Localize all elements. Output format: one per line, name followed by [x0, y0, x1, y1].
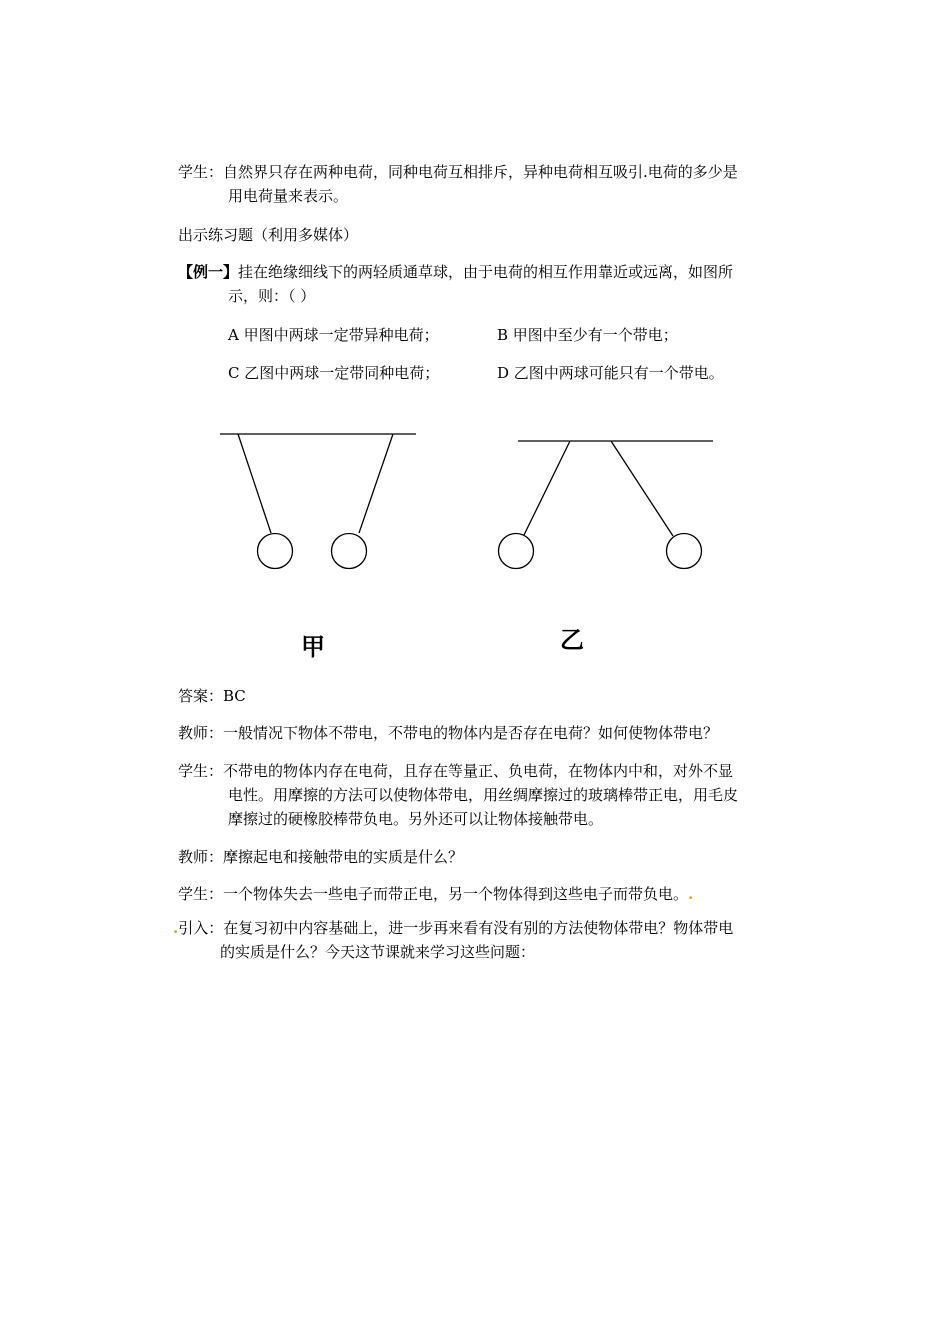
teacher-question-2 — [178, 845, 808, 869]
teacher-question-1 — [178, 721, 808, 745]
answer-line — [178, 684, 808, 708]
thread — [524, 441, 570, 535]
text-line: 学生：不带电的物体内存在电荷，且存在等量正、负电荷，在物体内中和，对外不显 — [178, 762, 734, 780]
example-text: 挂在绝缘细线下的两轻质通草球，由于电荷的相互作用靠近或远离，如图所 — [238, 263, 734, 281]
option-a: A 甲图中两球一定带异种电荷； — [228, 326, 439, 344]
figure-label-yi: 乙 — [560, 626, 584, 654]
text-line: 教师：摩擦起电和接触带电的实质是什么？ — [178, 848, 464, 866]
marker-dot: . — [173, 919, 179, 937]
pith-ball — [332, 534, 367, 569]
text-line: 用电荷量来表示。 — [228, 187, 349, 205]
intro-text: 引入：在复习初中内容基础上，进一步再来看有没有别的方法使物体带电？物体带电 — [178, 919, 734, 937]
pith-ball — [258, 534, 293, 569]
marker-dot: . — [688, 885, 694, 903]
text-line — [178, 882, 808, 906]
option-d: D 乙图中两球可能只有一个带电。 — [497, 364, 724, 382]
text-line: 答案：BC — [178, 687, 246, 705]
text-line: 示，则：（ ） — [228, 287, 316, 305]
option-b: B 甲图中至少有一个带电； — [497, 326, 678, 344]
text-line: 摩擦过的硬橡胶棒带负电。另外还可以让物体接触带电。 — [228, 810, 604, 828]
lesson-intro — [173, 916, 803, 964]
text-line: 出示练习题（利用多媒体） — [178, 226, 359, 244]
figure-label-jia: 甲 — [301, 633, 325, 661]
pith-ball — [499, 534, 534, 569]
text-line: 学生：自然界只存在两种电荷，同种电荷互相排斥，异种电荷相互吸引.电荷的多少是 — [178, 163, 738, 181]
figure-jia — [220, 434, 416, 569]
student-answer-3 — [178, 882, 808, 906]
text-line — [173, 916, 803, 940]
thread — [238, 434, 271, 533]
pith-ball — [667, 534, 702, 569]
student-answer-2 — [178, 759, 808, 831]
thread — [359, 434, 393, 533]
example-tag: 【例一】 — [178, 263, 239, 281]
thread — [611, 441, 673, 536]
option-c: C 乙图中两球一定带同种电荷； — [228, 364, 440, 382]
student-answer-text: 学生：一个物体失去一些电子而带正电，另一个物体得到这些电子而带负电。 — [178, 885, 689, 903]
text-line: 电性。用摩擦的方法可以使物体带电，用丝绸摩擦过的玻璃棒带正电，用毛皮 — [228, 786, 739, 804]
text-line: 教师：一般情况下物体不带电，不带电的物体内是否存在电荷？如何使物体带电？ — [178, 724, 719, 742]
text-line: 的实质是什么？今天这节课就来学习这些问题： — [220, 943, 536, 961]
figure-yi — [499, 441, 714, 569]
